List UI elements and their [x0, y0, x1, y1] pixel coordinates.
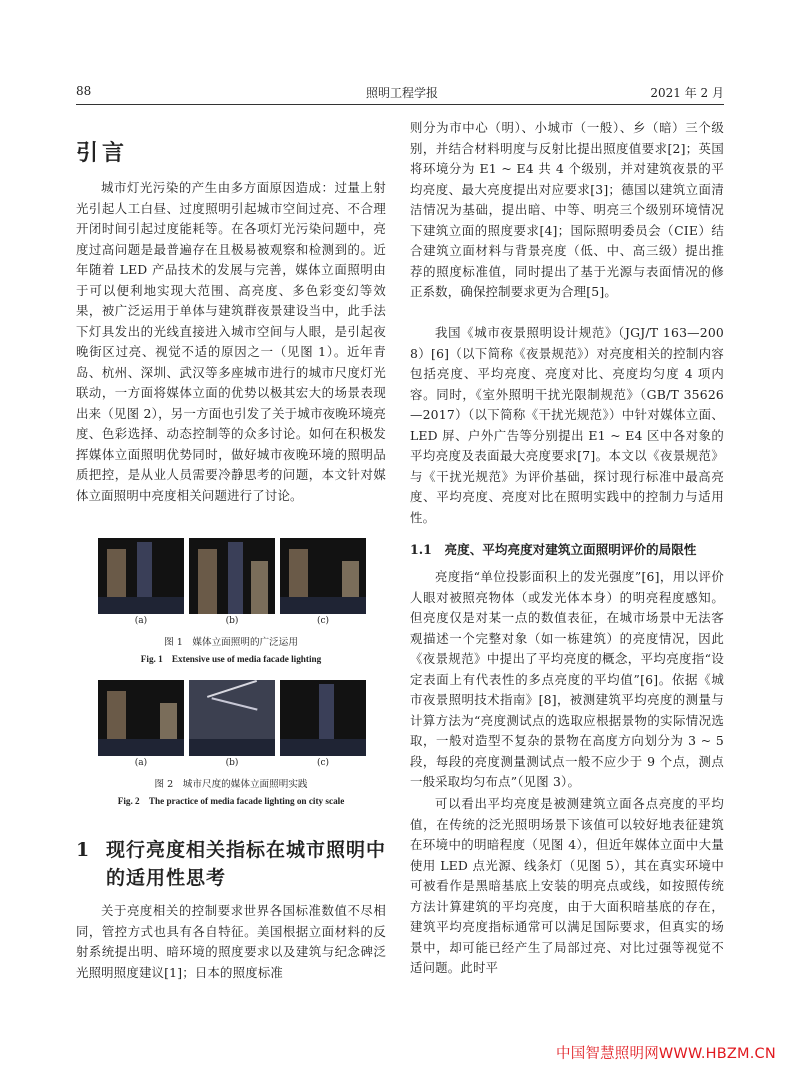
figure-1a-label: (a): [134, 616, 148, 626]
figure-1-caption-cn: 图 1 媒体立面照明的广泛运用: [164, 637, 298, 648]
figure-2c-label: (c): [316, 758, 330, 768]
figure-2-caption-en: Fig. 2 The practice of media facade lighting on city scale: [117, 796, 345, 806]
figure-2b-image: [189, 680, 275, 756]
figure-1c-image: [280, 538, 366, 614]
figure-1: [98, 538, 366, 630]
site-watermark: 中国智慧照明网WWW.HBZM.CN: [556, 1046, 776, 1062]
section-1-title: 现行亮度相关指标在城市照明中的适用性思考: [106, 839, 387, 889]
header-rule: [76, 104, 724, 105]
figure-2: [98, 680, 366, 772]
running-header: [76, 84, 724, 102]
figure-2c-image: [280, 680, 366, 756]
figure-1c-label: (c): [316, 616, 330, 626]
right-continuation-paragraph: 则分为市中心（明）、小城市（一般）、乡（暗）三个级别，并结合材料明度与反射比提出照度值要求[2]；英国将环境分为 E1 ~ E4 共 4 个级别，并对建筑夜景的平均亮度、最大亮度提出对应要求[3]；德国以建筑立面清洁情况为基础，提出暗、中等、明亮三个级别环境情况下建筑立面的照度要求[4]；国际照明委员会（CIE）结合建筑立面材料与背景亮度（低、中、高三级）提出推荐的照度标准值，同时提出了基于光源与表面情况的修正系数，确保控制要求更为合理[5]。: [410, 120, 724, 299]
average-luminance-paragraph: 可以看出平均亮度是被测建筑立面各点亮度的平均值，在传统的泛光照明场景下该值可以较好地表征建筑在环境中的明暗程度（见图 4），但近年媒体立面中大量使用 LED 点光源、线条灯（见图 5），其在真实环境中可被看作是黑暗基底上安装的明亮点或线，如按照传统方法计算建筑的平均亮度，由于大面积暗基底的存在，建筑平均亮度指标通常可以满足国际要求，但真实的场景中，却可能已经产生了局部过亮、对比过强等视觉不适问题。此时平: [410, 796, 724, 975]
page-number: 88: [76, 84, 92, 98]
figure-2-caption-cn: 图 2 城市尺度的媒体立面照明实践: [154, 779, 308, 790]
figure-2b-label: (b): [225, 758, 239, 768]
figure-1a-image: [98, 538, 184, 614]
standards-paragraph: 我国《城市夜景照明设计规范》（JGJ/T 163—2008）[6]（以下简称《夜景规范》）对亮度相关的控制内容包括亮度、平均亮度、亮度对比、亮度均匀度 4 项内容。同时，《室外照明干扰光限制规范》（GB/T 35626—2017）（以下简称《干扰光规范》）中针对媒体立面、LED 屏、户外广告等分别提出 E1 ~ E4 区中各对象的平均亮度及表面最大亮度要求[7]。本文以《夜景规范》与《干扰光规范》为评价基础，探讨现行标准中最高亮度、平均亮度、亮度对比在照明实践中的控制力与适用性。: [410, 325, 724, 525]
figure-2a-label: (a): [134, 758, 148, 768]
issue-date: 2021 年 2 月: [650, 86, 724, 100]
section-1-paragraph: 关于亮度相关的控制要求世界各国标准数值不尽相同，管控方式也具有各自特征。美国根据立面材料的反射系统提出明、暗环境的照度要求以及建筑与纪念碑泛光照明照度建议[1]；日本的照度标准: [76, 903, 386, 980]
intro-paragraph: 城市灯光污染的产生由多方面原因造成：过量上射光引起人工白昼、过度照明引起城市空间过亮、不合理开闭时间引起过度能耗等。在各项灯光污染问题中，亮度过高问题是最普遍存在且极易被观察和检测到的。近年随着 LED 产品技术的发展与完善，媒体立面照明由于可以便利地实现大范围、高亮度、多色彩变幻等效果，被广泛运用于单体与建筑群夜景建设当中，此手法下灯具发出的光线直接进入城市空间与人眼，是引起夜晚街区过亮、视觉不适的原因之一（见图 1）。近年青岛、杭州、深圳、武汉等多座城市进行的城市尺度灯光联动，一方面将媒体立面的优势以极其宏大的场景表现出来（见图 2），另一方面也引发了关于城市夜晚环境亮度、色彩选择、动态控制等的众多讨论。如何在积极发挥媒体立面照明优势同时，做好城市夜晚环境的照明品质把控，是从业人员需要冷静思考的问题，本文针对媒体立面照明中亮度相关问题进行了讨论。: [76, 180, 386, 503]
figure-1b-label: (b): [225, 616, 239, 626]
subsection-1-1-heading: 1.1 亮度、平均亮度对建筑立面照明评价的局限性: [410, 542, 697, 557]
figure-2a-image: [98, 680, 184, 756]
journal-name: 照明工程学报: [366, 86, 439, 100]
luminance-paragraph: 亮度指“单位投影面积上的发光强度”[6]，用以评价人眼对被照亮物体（或发光体本身）的明亮程度感知。但亮度仅是对某一点的数值表征，在城市场景中无法客观描述一个完整对象（如一栋建筑）的亮度情况，因此《夜景规范》中提出了平均亮度的概念，平均亮度指“设定表面上有代表性的多点亮度的平均值”[6]。依据《城市夜景照明技术指南》[8]，被测建筑平均亮度的测量与计算方法为“亮度测试点的选取应根据景物的实际情况选取，一般对造型不复杂的景物在高度方向划分为 3 ~ 5 段，每段的亮度测量测试点一般不应少于 9 个点，测点一般采取均匀布点”（见图 3）。: [410, 569, 724, 789]
section-1-number: 1: [76, 839, 91, 861]
figure-1-caption-en: Fig. 1 Extensive use of media facade lighting: [140, 654, 322, 664]
intro-heading: 引言: [76, 140, 129, 166]
figure-1b-image: [189, 538, 275, 614]
